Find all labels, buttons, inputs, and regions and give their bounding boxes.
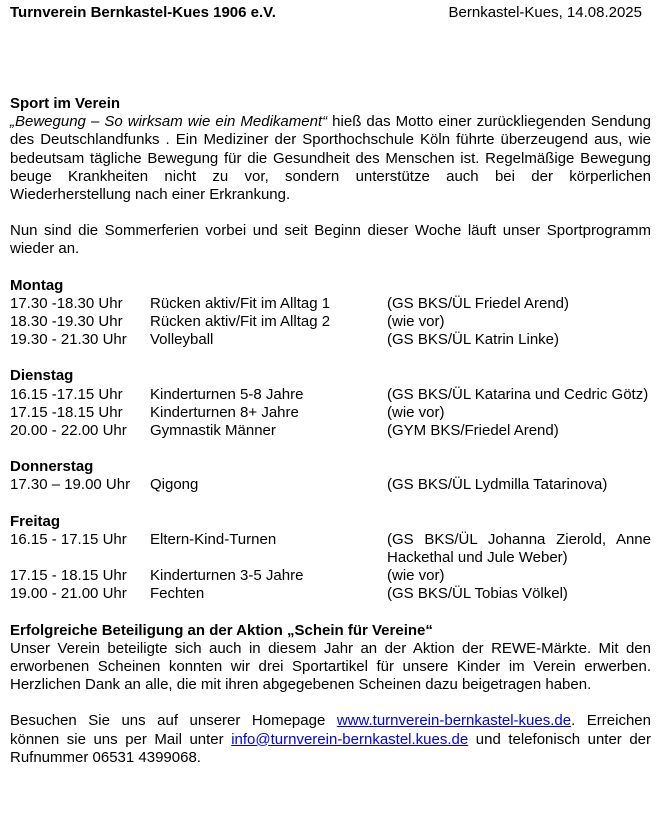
venue-instructor: (GS BKS/ÜL Lydmilla Tatarinova): [387, 476, 608, 494]
contact-paragraph: [10, 712, 651, 767]
venue-instructor: (wie vor): [387, 567, 445, 585]
contact-text-2: . Erreichen können sie uns per Mail unter: [10, 712, 651, 748]
course-name: Gymnastik Männer: [150, 422, 276, 440]
schedule-row: [10, 404, 651, 422]
schedule: [10, 277, 651, 604]
session-time: 16.15 -17.15 Uhr: [10, 385, 123, 403]
day-heading: Dienstag: [10, 367, 74, 385]
schedule-row: [10, 422, 651, 440]
contact-text-3: und telefonisch unter der Rufnummer 06531 4399068.: [10, 730, 652, 766]
course-name: Kinderturnen 8+ Jahre: [150, 403, 299, 421]
venue-instructor: (wie vor): [387, 403, 445, 421]
venue-instructor: (GS BKS/ÜL Johanna Zierold, Anne Hackethal und Jule Weber): [387, 530, 651, 567]
session-time: 20.00 - 22.00 Uhr: [10, 422, 127, 440]
homepage-link[interactable]: www.turnverein-bernkastel-kues.de: [336, 712, 572, 730]
schedule-row: [10, 386, 651, 404]
session-time: 19.00 - 21.00 Uhr: [10, 585, 127, 603]
place-date: Bernkastel-Kues, 14.08.2025: [448, 4, 642, 21]
day-heading: Donnerstag: [10, 458, 94, 476]
venue-instructor: (GYM BKS/Friedel Arend): [387, 422, 559, 440]
schedule-row: [10, 331, 651, 349]
schedule-row: [10, 567, 651, 585]
day-heading: Montag: [10, 276, 64, 294]
course-name: Kinderturnen 3-5 Jahre: [150, 567, 304, 585]
course-name: Rücken aktiv/Fit im Alltag 1: [150, 294, 331, 312]
course-name: Eltern-Kind-Turnen: [150, 530, 277, 548]
motto-quote: „Bewegung – So wirksam wie ein Medikament“: [10, 113, 328, 131]
venue-instructor: (wie vor): [387, 313, 445, 331]
schedule-row: [10, 585, 651, 603]
letter-body: [10, 95, 651, 767]
session-time: 17.30 – 19.00 Uhr: [10, 476, 131, 494]
course-name: Qigong: [150, 476, 199, 494]
session-time: 17.30 -18.30 Uhr: [10, 294, 123, 312]
course-name: Fechten: [150, 585, 205, 603]
contact-text-1: Besuchen Sie uns auf unserer Homepage: [10, 712, 337, 730]
email-link[interactable]: info@turnverein-bernkastel.kues.de: [231, 730, 469, 748]
schedule-row: [10, 531, 651, 567]
rewe-paragraph: Unser Verein beteiligte sich auch in diesem Jahr an der Aktion der REWE-Märkte. Mit den erworbenen Scheinen konnten wir drei Sportartikel für unsere Kinder im Verein erwerben. Herzlichen Dank an alle, die mit ihren abgegebenen Scheinen dazu beigetragen haben.: [10, 639, 651, 694]
session-time: 17.15 - 18.15 Uhr: [10, 567, 127, 585]
course-name: Volleyball: [150, 331, 214, 349]
club-name: Turnverein Bernkastel-Kues 1906 e.V.: [10, 4, 276, 21]
schedule-row: [10, 313, 651, 331]
schedule-row: [10, 295, 651, 313]
section-heading-rewe: Erfolgreiche Beteiligung an der Aktion „Schein für Vereine“: [10, 621, 433, 639]
day-heading: Freitag: [10, 512, 61, 530]
session-time: 16.15 - 17.15 Uhr: [10, 530, 127, 548]
venue-instructor: (GS BKS/ÜL Katarina und Cedric Götz): [387, 385, 649, 403]
letterhead: [10, 4, 642, 26]
session-time: 18.30 -19.30 Uhr: [10, 313, 123, 331]
venue-instructor: (GS BKS/ÜL Katrin Linke): [387, 331, 560, 349]
session-time: 19.30 - 21.30 Uhr: [10, 331, 127, 349]
intro-paragraph: [10, 113, 651, 204]
venue-instructor: (GS BKS/ÜL Friedel Arend): [387, 294, 570, 312]
schedule-row: [10, 476, 651, 494]
season-start-paragraph: Nun sind die Sommerferien vorbei und seit Beginn dieser Woche läuft unser Sportprogramm wieder an.: [10, 222, 651, 258]
intro-paragraph-text: hieß das Motto einer zurückliegenden Sendung des Deutschlandfunks . Ein Mediziner der Sporthochschule Köln führte überzeugend aus, wie bedeutsam tägliche Bewegung für die Gesundheit des Menschen ist. Regelmäßige Bewegung beuge Krankheiten nicht zu vor, sondern unterstütze auch bei der körperlichen Wiederherstellung nach einer Erkrankung.: [10, 113, 651, 204]
course-name: Rücken aktiv/Fit im Alltag 2: [150, 313, 331, 331]
course-name: Kinderturnen 5-8 Jahre: [150, 385, 304, 403]
venue-instructor: (GS BKS/ÜL Tobias Völkel): [387, 585, 568, 603]
section-heading-sport: Sport im Verein: [10, 95, 121, 112]
session-time: 17.15 -18.15 Uhr: [10, 403, 123, 421]
